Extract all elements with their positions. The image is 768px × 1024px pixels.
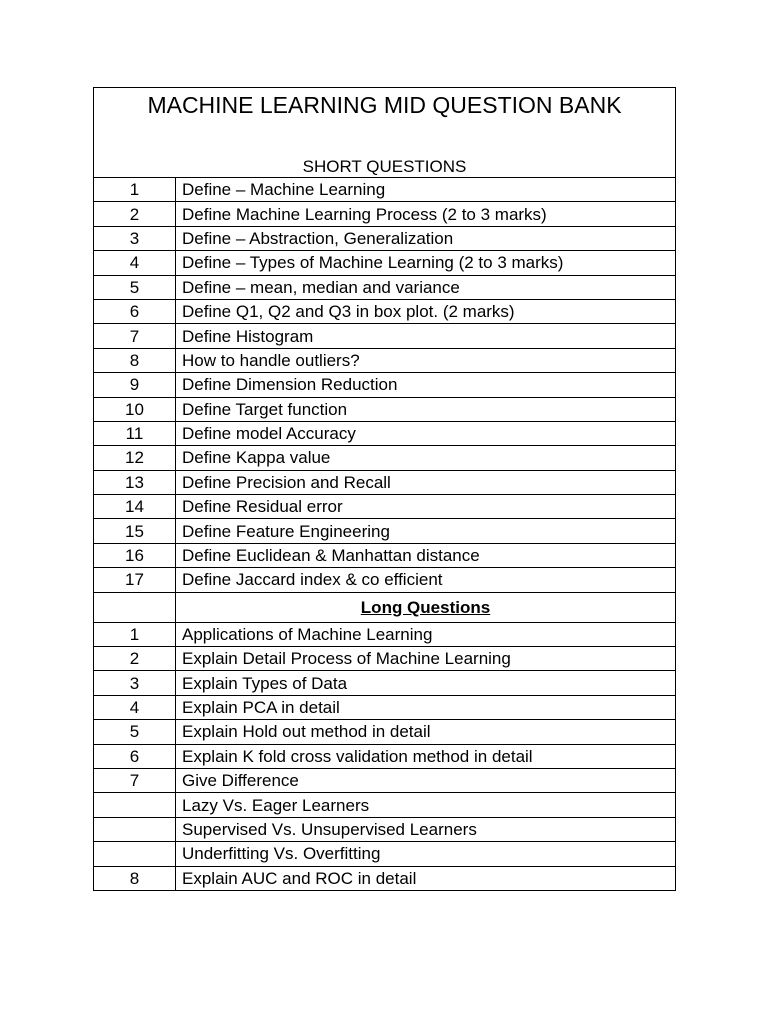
question-number	[94, 793, 176, 817]
long-questions-heading: Long Questions	[176, 592, 676, 622]
question-text: Define Jaccard index & co efficient	[176, 568, 676, 592]
title-row	[94, 88, 676, 178]
question-text: Define Machine Learning Process (2 to 3 marks)	[176, 202, 676, 226]
question-number: 17	[94, 568, 176, 592]
short-question-row	[94, 226, 676, 250]
short-question-row	[94, 251, 676, 275]
question-number: 1	[94, 622, 176, 646]
long-question-row	[94, 842, 676, 866]
short-question-row	[94, 421, 676, 445]
long-question-row	[94, 866, 676, 890]
long-question-row	[94, 768, 676, 792]
empty-cell	[94, 592, 176, 622]
question-text: Define Target function	[176, 397, 676, 421]
question-text: Define Euclidean & Manhattan distance	[176, 543, 676, 567]
question-text: Lazy Vs. Eager Learners	[176, 793, 676, 817]
question-number: 3	[94, 671, 176, 695]
question-number: 14	[94, 495, 176, 519]
question-text: Explain K fold cross validation method in detail	[176, 744, 676, 768]
question-text: Define – Machine Learning	[176, 178, 676, 202]
long-question-row	[94, 720, 676, 744]
question-bank-table	[93, 87, 676, 891]
short-question-row	[94, 543, 676, 567]
short-question-row	[94, 373, 676, 397]
question-text: Define Kappa value	[176, 446, 676, 470]
long-question-row	[94, 817, 676, 841]
short-questions-heading: SHORT QUESTIONS	[302, 157, 467, 176]
short-question-row	[94, 348, 676, 372]
short-question-row	[94, 299, 676, 323]
question-text: How to handle outliers?	[176, 348, 676, 372]
question-number: 3	[94, 226, 176, 250]
short-question-row	[94, 470, 676, 494]
question-number: 15	[94, 519, 176, 543]
long-question-row	[94, 793, 676, 817]
question-number	[94, 817, 176, 841]
long-questions-header-row	[94, 592, 676, 622]
question-number: 4	[94, 251, 176, 275]
long-question-row	[94, 622, 676, 646]
question-text: Define model Accuracy	[176, 421, 676, 445]
question-number: 10	[94, 397, 176, 421]
short-question-row	[94, 178, 676, 202]
question-text: Explain AUC and ROC in detail	[176, 866, 676, 890]
question-number: 13	[94, 470, 176, 494]
question-text: Explain Hold out method in detail	[176, 720, 676, 744]
question-number: 12	[94, 446, 176, 470]
long-question-row	[94, 695, 676, 719]
question-text: Give Difference	[176, 768, 676, 792]
short-question-row	[94, 568, 676, 592]
question-text: Define Histogram	[176, 324, 676, 348]
question-text: Define Q1, Q2 and Q3 in box plot. (2 marks)	[176, 299, 676, 323]
question-number: 1	[94, 178, 176, 202]
question-text: Define Dimension Reduction	[176, 373, 676, 397]
question-number: 2	[94, 647, 176, 671]
long-question-row	[94, 744, 676, 768]
question-text: Define – Abstraction, Generalization	[176, 226, 676, 250]
short-question-row	[94, 324, 676, 348]
question-text: Define Precision and Recall	[176, 470, 676, 494]
question-number: 7	[94, 324, 176, 348]
question-number: 8	[94, 348, 176, 372]
document-title: MACHINE LEARNING MID QUESTION BANK	[147, 92, 622, 118]
short-question-row	[94, 519, 676, 543]
question-text: Underfitting Vs. Overfitting	[176, 842, 676, 866]
question-number: 6	[94, 744, 176, 768]
long-question-row	[94, 671, 676, 695]
question-number: 5	[94, 275, 176, 299]
question-number: 8	[94, 866, 176, 890]
question-number: 6	[94, 299, 176, 323]
question-text: Define Feature Engineering	[176, 519, 676, 543]
question-number: 4	[94, 695, 176, 719]
question-number: 5	[94, 720, 176, 744]
long-question-row	[94, 647, 676, 671]
question-number: 7	[94, 768, 176, 792]
question-text: Supervised Vs. Unsupervised Learners	[176, 817, 676, 841]
short-question-row	[94, 397, 676, 421]
short-question-row	[94, 202, 676, 226]
short-question-row	[94, 446, 676, 470]
question-number: 16	[94, 543, 176, 567]
question-text: Explain Types of Data	[176, 671, 676, 695]
question-text: Applications of Machine Learning	[176, 622, 676, 646]
question-number: 11	[94, 421, 176, 445]
question-number: 2	[94, 202, 176, 226]
question-number: 9	[94, 373, 176, 397]
short-question-row	[94, 495, 676, 519]
title-cell	[94, 88, 676, 178]
question-number	[94, 842, 176, 866]
question-text: Define – Types of Machine Learning (2 to 3 marks)	[176, 251, 676, 275]
question-text: Define Residual error	[176, 495, 676, 519]
question-text: Explain Detail Process of Machine Learning	[176, 647, 676, 671]
short-question-row	[94, 275, 676, 299]
question-text: Define – mean, median and variance	[176, 275, 676, 299]
question-text: Explain PCA in detail	[176, 695, 676, 719]
